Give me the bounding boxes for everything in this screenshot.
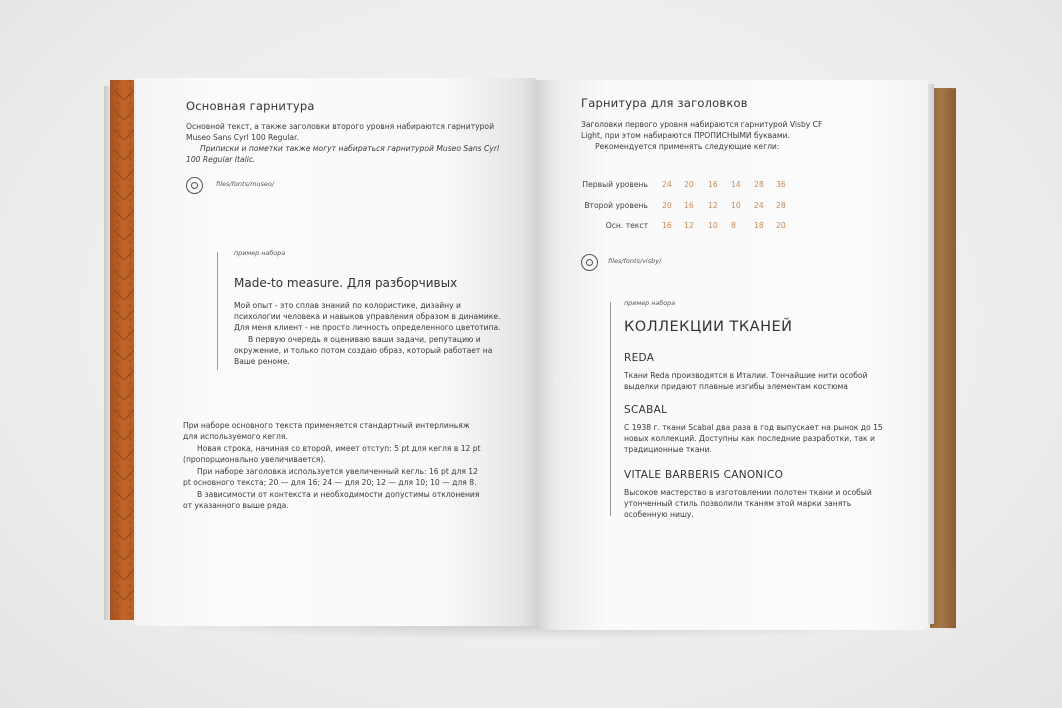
size-row: [578, 201, 828, 222]
collection-title: КОЛЛЕКЦИИ ТКАНЕЙ: [624, 319, 793, 335]
size-row: [578, 180, 828, 201]
right-link[interactable]: files/fonts/visby/: [608, 257, 662, 265]
left-sample-caption: пример набора: [234, 249, 286, 257]
size-value: 12: [684, 221, 694, 230]
size-value: 20: [662, 200, 672, 210]
font-size-table: [578, 180, 828, 242]
right-heading: Гарнитура для заголовков: [581, 96, 748, 110]
left-sample-para-1: Мой опыт - это сплав знаний по колористике, дизайну и психологии человека и навыков управления образом в динамике. Для меня клиент - не просто личность определенного цветотипа.: [234, 301, 501, 332]
disc-icon: [186, 177, 203, 194]
rules-para-2: Новая строка, начиная со второй, имеет отступ: 5 pt для кегля в 12 pt (пропорционально увеличивается).: [183, 444, 481, 464]
size-row-label: Второй уровень: [584, 200, 648, 210]
size-value: 24: [662, 180, 672, 189]
left-para-1: Основной текст, а также заголовки второго уровня набираются гарнитурой Museo Sans Cyrl 100 Regular.: [186, 122, 495, 142]
left-sample-rule: [217, 252, 218, 370]
rules-para-4: В зависимости от контекста и необходимости допустимы отклонения от указанного выше ряда.: [183, 490, 480, 510]
size-value: 24: [754, 200, 764, 210]
size-value: 16: [708, 180, 718, 189]
rules-para-3: При наборе заголовка используется увеличенный кегль: 16 pt для 12 pt основного текста; 20 — для 16; 24 — для 20; 12 — для 10; 10 — для 8.: [183, 467, 478, 487]
size-value: 10: [708, 221, 718, 230]
size-value: 18: [754, 221, 764, 230]
right-para-1: Заголовки первого уровня набираются гарнитурой Visby CF Light, при этом набираются ПРОПИСНЫМИ буквами.: [581, 120, 823, 140]
left-sample-title: Made-to measure. Для разборчивых: [234, 276, 458, 290]
size-row: [578, 221, 828, 242]
size-row-label: Первый уровень: [582, 180, 648, 189]
right-para-2: Рекомендуется применять следующие кегли:: [595, 142, 780, 151]
brand-name: REDA: [624, 352, 655, 364]
size-value: 28: [754, 180, 764, 189]
right-sample-caption: пример набора: [624, 299, 676, 307]
size-value: 20: [776, 221, 786, 230]
size-row-label: Осн. текст: [605, 221, 648, 230]
left-sample-para-2: В первую очередь я оцениваю ваши задачи, репутацию и окружение, и только потом создаю образ, который работает на Ваше реноме.: [234, 335, 493, 366]
rules-para-1: При наборе основного текста применяется стандартный интерлиньяж для используемого кегля.: [183, 421, 470, 441]
left-link[interactable]: files/fonts/museo/: [216, 180, 275, 188]
size-value: 8: [731, 221, 736, 230]
size-value: 12: [708, 200, 718, 210]
right-sample-rule: [610, 302, 611, 516]
size-value: 20: [684, 180, 694, 189]
brand-name: SCABAL: [624, 404, 668, 416]
left-heading: Основная гарнитура: [186, 99, 315, 113]
size-value: 16: [684, 200, 694, 210]
brand-text: Высокое мастерство в изготовлении полотен ткани и особый утонченный стиль позволили тканям этой марки занять особенную нишу.: [624, 488, 872, 519]
size-value: 14: [731, 180, 741, 189]
size-value: 36: [776, 180, 786, 189]
size-value: 10: [731, 200, 741, 210]
brand-name: VITALE BARBERIS CANONICO: [624, 469, 784, 481]
disc-icon: [581, 254, 598, 271]
size-value: 28: [776, 200, 786, 210]
left-para-2: Приписки и пометки также могут набираться гарнитурой Museo Sans Cyrl 100 Regular Italic.: [186, 144, 500, 164]
brand-text: Ткани Reda производятся в Италии. Тончайшие нити особой выделки придают плавные изгибы элементам костюма: [624, 371, 868, 391]
right-page: [536, 80, 928, 630]
size-value: 16: [662, 221, 672, 230]
brand-text: С 1938 г. ткани Scabal два раза в год выпускает на рынок до 15 новых коллекций. Доступны как последние разработки, так и традиционные ткани.: [624, 423, 883, 454]
